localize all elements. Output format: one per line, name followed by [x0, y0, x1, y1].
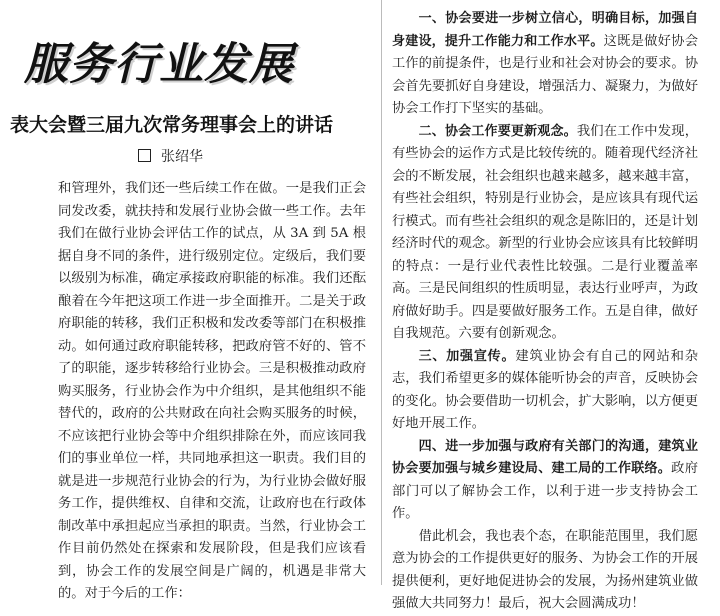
right-paragraph-3	[392, 346, 698, 436]
page-title: 服务行业发展	[24, 39, 294, 90]
article-subtitle: 表大会暨三届九次常务理事会上的讲话	[10, 114, 334, 136]
paragraph-lead: 二、协会工作要更新观念。	[418, 123, 577, 139]
right-paragraph-2	[392, 121, 698, 346]
paragraph-lead: 四、进一步加强与政府有关部门的沟通，建筑业协会要加强与城乡建设局、建工局的工作联络。	[392, 438, 698, 476]
paragraph-body: 这既是做好协会工作的前提条件，也是行业和社会对协会的要求。协会首先要抓好自身建设，增强活力、凝聚力，为做好协会工作打下坚实的基础。	[392, 33, 698, 116]
left-paragraph: 和管理外，我们还一些后续工作在做。一是我们正会同发改委，就扶持和发展行业协会做一些工作。去年我们在做行业协会评估工作的试点，从 3A 到 5A 根据自身不同的条件，进行级别定位。定级后，我们要以级别为标准，确定承接政府职能的标准。我们还酝酿着在今年把这项工作进一步全面推开。二是关于政府职能的转移，我们正积极和发改委等部门在积极推动。如何通过政府职能转移，把政府管不好的、管不了的职能，逐步转移给行业协会。三是积极推动政府购买服务，行业协会作为中介组织，是其他组织不能替代的，政府的公共财政在向社会购买服务的时候，不应该把行业协会等中介组织排除在外，而应该同我们的事业单位一样，共同地承担这一职责。我们目的就是进一步规范行业协会的行为，为行业协会做好服务工作，提供维权、自律和交流，让政府也在行政体制改革中承担起应当承担的职责。当然，行业协会工作目前仍然处在探索和发展阶段，但是我们应该看到，协会工作的发展空间是广阔的，机遇是非常大的。对于今后的工作：	[58, 181, 366, 601]
paragraph-body: 建筑业协会有自己的网站和杂志，我们希望更多的媒体能听协会的声音，反映协会的变化。协会要借助一切机会，扩大影响，以方便更好地开展工作。	[392, 348, 698, 431]
paragraph-lead: 一、协会要进一步树立信心，明确目标，加强自身建设，提升工作能力和工作水平。	[392, 11, 698, 49]
right-paragraph-4	[392, 436, 698, 526]
right-paragraph-1	[392, 8, 698, 121]
paragraph-body: 我们在工作中发现，有些协会的运作方式是比较传统的。随着现代经济社会的不断发展，社会组织也越来越多，越来越丰富，有些社会组织，特别是行业协会，是应该具有现代运行模式。而有些社会组织的观念是陈旧的，还是计划经济时代的观念。新型的行业协会应该具有比较鲜明的特点：一是行业代表性比较强。二是行业覆盖率高。三是民间组织的性质明显，表达行业呼声，为政府做好助手。四是要做好服务工作。五是自律，做好自我规范。六要有创新观念。	[392, 123, 698, 341]
paragraph-body: 政府部门可以了解协会工作，以利于进一步支持协会工作。	[392, 461, 698, 521]
right-column	[392, 8, 698, 616]
right-paragraph-5	[392, 526, 698, 616]
paragraph-body: 借此机会，我也表个态，在职能范围里，我们愿意为协会的工作提供更好的服务、为协会工作的开展提供便利，更好地促进协会的发展，为扬州建筑业做强做大共同努力！最后，祝大会圆满成功！	[392, 528, 698, 611]
left-column	[58, 178, 366, 606]
square-bullet-icon	[138, 149, 151, 162]
column-divider	[381, 0, 382, 585]
author-line	[138, 146, 203, 166]
author-name: 张绍华	[161, 149, 203, 165]
paragraph-lead: 三、加强宣传。	[418, 348, 516, 364]
